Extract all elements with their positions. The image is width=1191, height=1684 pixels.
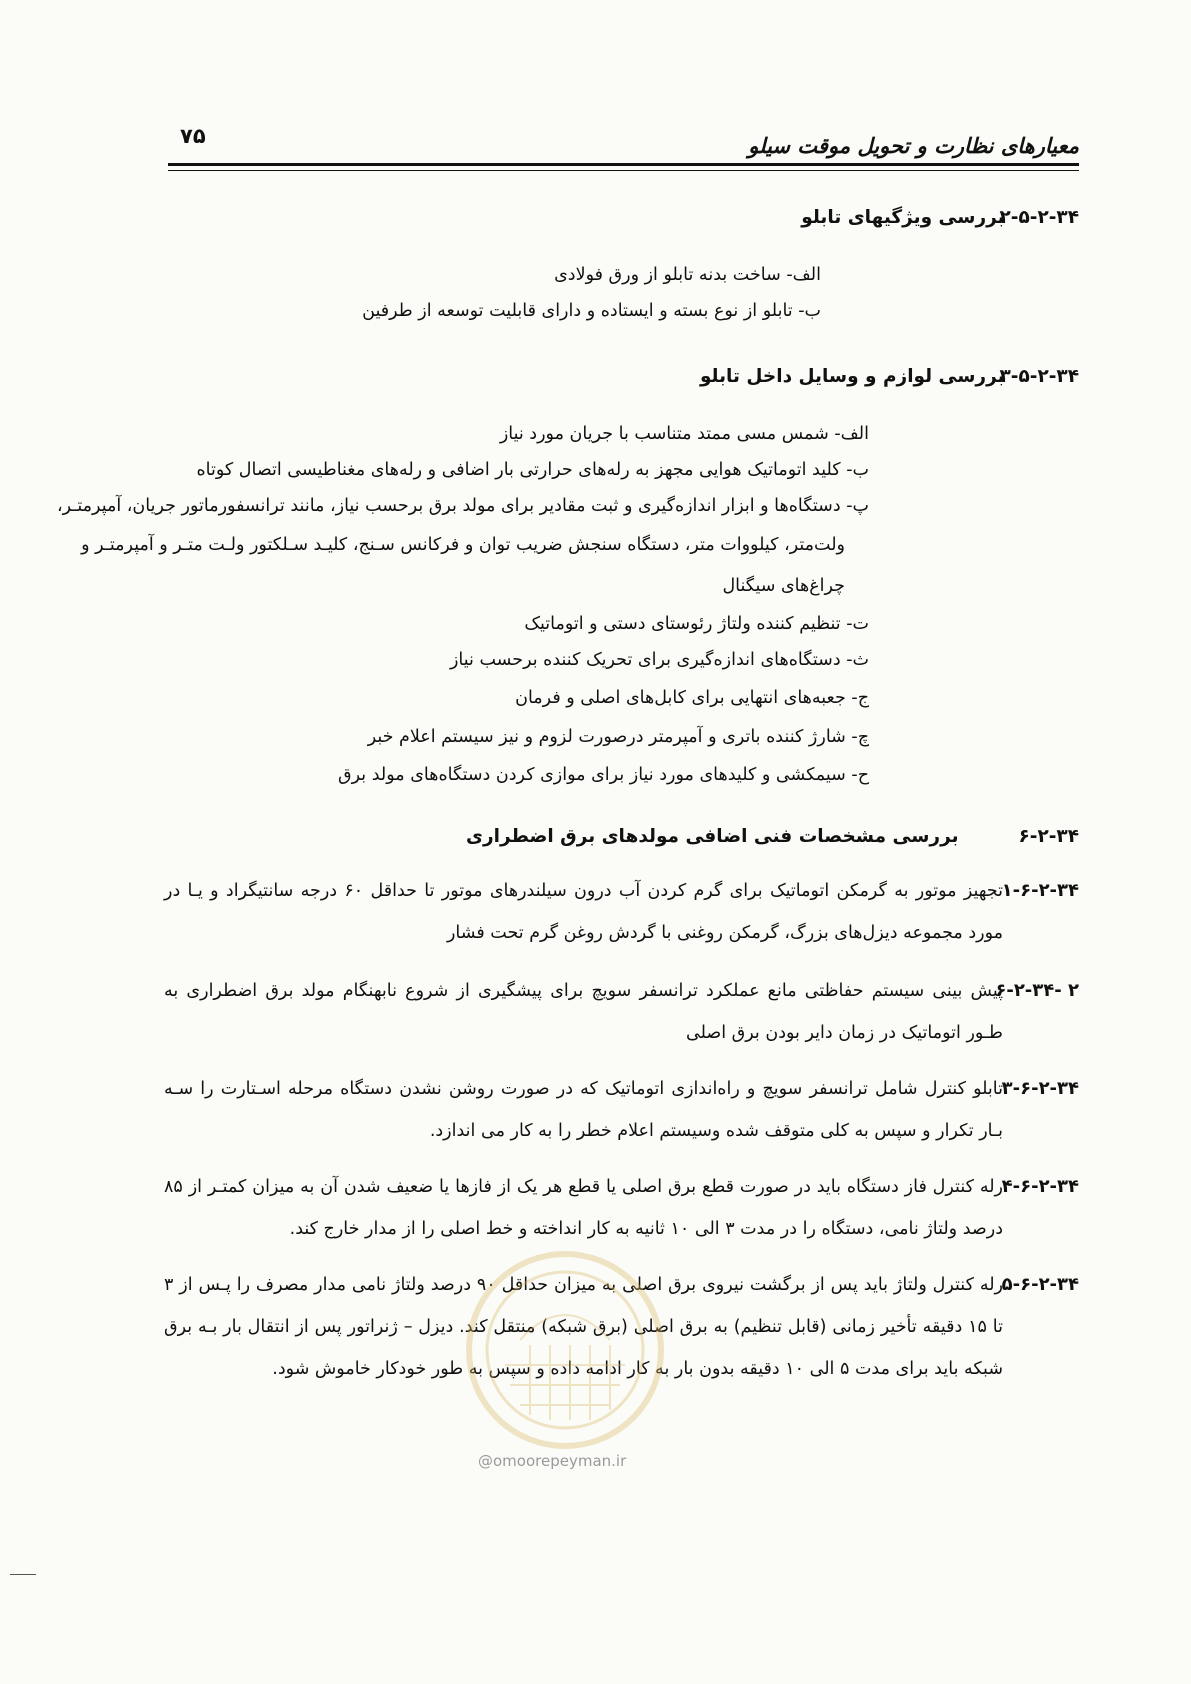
list-item: چ- شارژ کننده باتری و آمپرمتر درصورت لزوم و نیز سیستم اعلام خبر <box>367 727 869 747</box>
list-item: پ- دستگاه‌ها و ابزار اندازه‌گیری و ثبت مقادیر برای مولد برق برحسب نیاز، مانند ترانسفورماتور جریان، آمپرمتـر، <box>56 496 869 516</box>
section-heading <box>700 366 1079 387</box>
list-item: ث- دستگاه‌های اندازه‌گیری برای تحریک کننده برحسب نیاز <box>449 650 869 670</box>
header-rule <box>168 163 1079 166</box>
paragraph-number: ۴-۶-۲-۳۴ <box>1001 1176 1079 1197</box>
numbered-paragraph <box>164 1068 1079 1152</box>
section-number: ۳-۵-۲-۳۴ <box>999 366 1079 387</box>
paragraph-text: رله کنترل ولتاژ باید پس از برگشت نیروی برق اصلی به میزان حداقل ۹۰ درصد ولتاژ نامی مدار مصرف را پـس از ۳ تا ۱۵ دقیقه تأخیر زمانی (قابل تنظیم) به برق اصلی (برق شبکه) منتقل کند. دیزل – ژنراتور پس از انتقال بار بـه برق شبکه باید برای مدت ۵ الی ۱۰ دقیقه بدون بار به کار ادامه داده و سپس به طور خودکار خاموش شود. <box>164 1275 1003 1379</box>
page-header <box>168 120 1079 166</box>
paragraph-number: ۳-۶-۲-۳۴ <box>1001 1078 1079 1099</box>
header-rule-thin <box>168 170 1079 171</box>
section-title: بررسی ویژگیهای تابلو <box>801 207 1005 228</box>
section-title: بررسی مشخصات فنی اضافی مولدهای برق اضطراری <box>466 826 959 847</box>
list-item: ح- سیمکشی و کلیدهای مورد نیاز برای موازی کردن دستگاه‌های مولد برق <box>338 765 869 785</box>
list-item: ب- کلید اتوماتیک هوایی مجهز به رله‌های حرارتی بار اضافی و رله‌های مغناطیسی اتصال کوتاه <box>196 460 869 480</box>
list-item: ت- تنظیم کننده ولتاژ رئوستای دستی و اتوماتیک <box>524 614 869 634</box>
list-item: ولت‌متر، کیلووات متر، دستگاه سنجش ضریب توان و فرکانس سـنج، کلیـد سـلکتور ولـت متـر و آمپرمتـر و <box>81 535 845 555</box>
margin-mark <box>10 1574 36 1575</box>
header-title: معیارهای نظارت و تحویل موقت سیلو <box>748 134 1079 158</box>
paragraph-text: تابلو کنترل شامل ترانسفر سویچ و راه‌اندازی اتوماتیک که در صورت روشن نشدن دستگاه مرحله اسـتارت را سـه بـار تکرار و سپس به کلی متوقف شده وسیستم اعلام خطر را به کار می اندازد. <box>164 1079 1003 1141</box>
numbered-paragraph <box>164 870 1079 954</box>
section-number: ۲-۵-۲-۳۴ <box>999 207 1079 228</box>
section-title: بررسی لوازم و وسایل داخل تابلو <box>699 366 1005 387</box>
paragraph-number: ۵-۶-۲-۳۴ <box>1001 1274 1079 1295</box>
section-number: ۶-۲-۳۴ <box>1018 826 1079 847</box>
list-item: چراغ‌های سیگنال <box>722 576 845 596</box>
paragraph-text: پیش بینی سیستم حفاظتی مانع عملکرد ترانسفر سویچ برای پیشگیری از شروع نابهنگام مولد برق اضطراری به طـور اتوماتیک در زمان دایر بودن برق اصلی <box>164 981 1003 1043</box>
page-number: ۷۵ <box>180 124 206 148</box>
numbered-paragraph <box>164 1166 1079 1250</box>
paragraph-number: ۱-۶-۲-۳۴ <box>1001 880 1079 901</box>
list-item: الف- شمس مسی ممتد متناسب با جریان مورد نیاز <box>499 424 869 444</box>
watermark-text: @omoorepeyman.ir <box>478 1452 627 1470</box>
numbered-paragraph <box>164 970 1079 1054</box>
list-item: الف- ساخت بدنه تابلو از ورق فولادی <box>554 265 821 285</box>
list-item: ج- جعبه‌های انتهایی برای کابل‌های اصلی و فرمان <box>515 688 869 708</box>
paragraph-number: ۲ -۶-۲-۳۴ <box>995 980 1079 1001</box>
seal-stamp-icon <box>460 1245 670 1455</box>
section-heading <box>801 207 1079 228</box>
paragraph-text: تجهیز موتور به گرمکن اتوماتیک برای گرم کردن آب درون سیلندرهای موتور تا حداقل ۶۰ درجه سانتیگراد و یـا در مورد مجموعه دیزل‌های بزرگ، گرمکن روغنی با گردش روغن گرم تحت فشار <box>164 881 1003 943</box>
paragraph-text: رله کنترل فاز دستگاه باید در صورت قطع برق اصلی یا قطع هر یک از فازها یا ضعیف شدن آن به میزان کمتـر از ۸۵ درصد ولتاژ نامی، دستگاه را در مدت ۳ الی ۱۰ ثانیه به کار انداخته و خط اصلی را از مدار خارج کند. <box>164 1177 1003 1239</box>
section-heading <box>466 826 1079 847</box>
list-item: ب- تابلو از نوع بسته و ایستاده و دارای قابلیت توسعه از طرفین <box>362 301 821 321</box>
